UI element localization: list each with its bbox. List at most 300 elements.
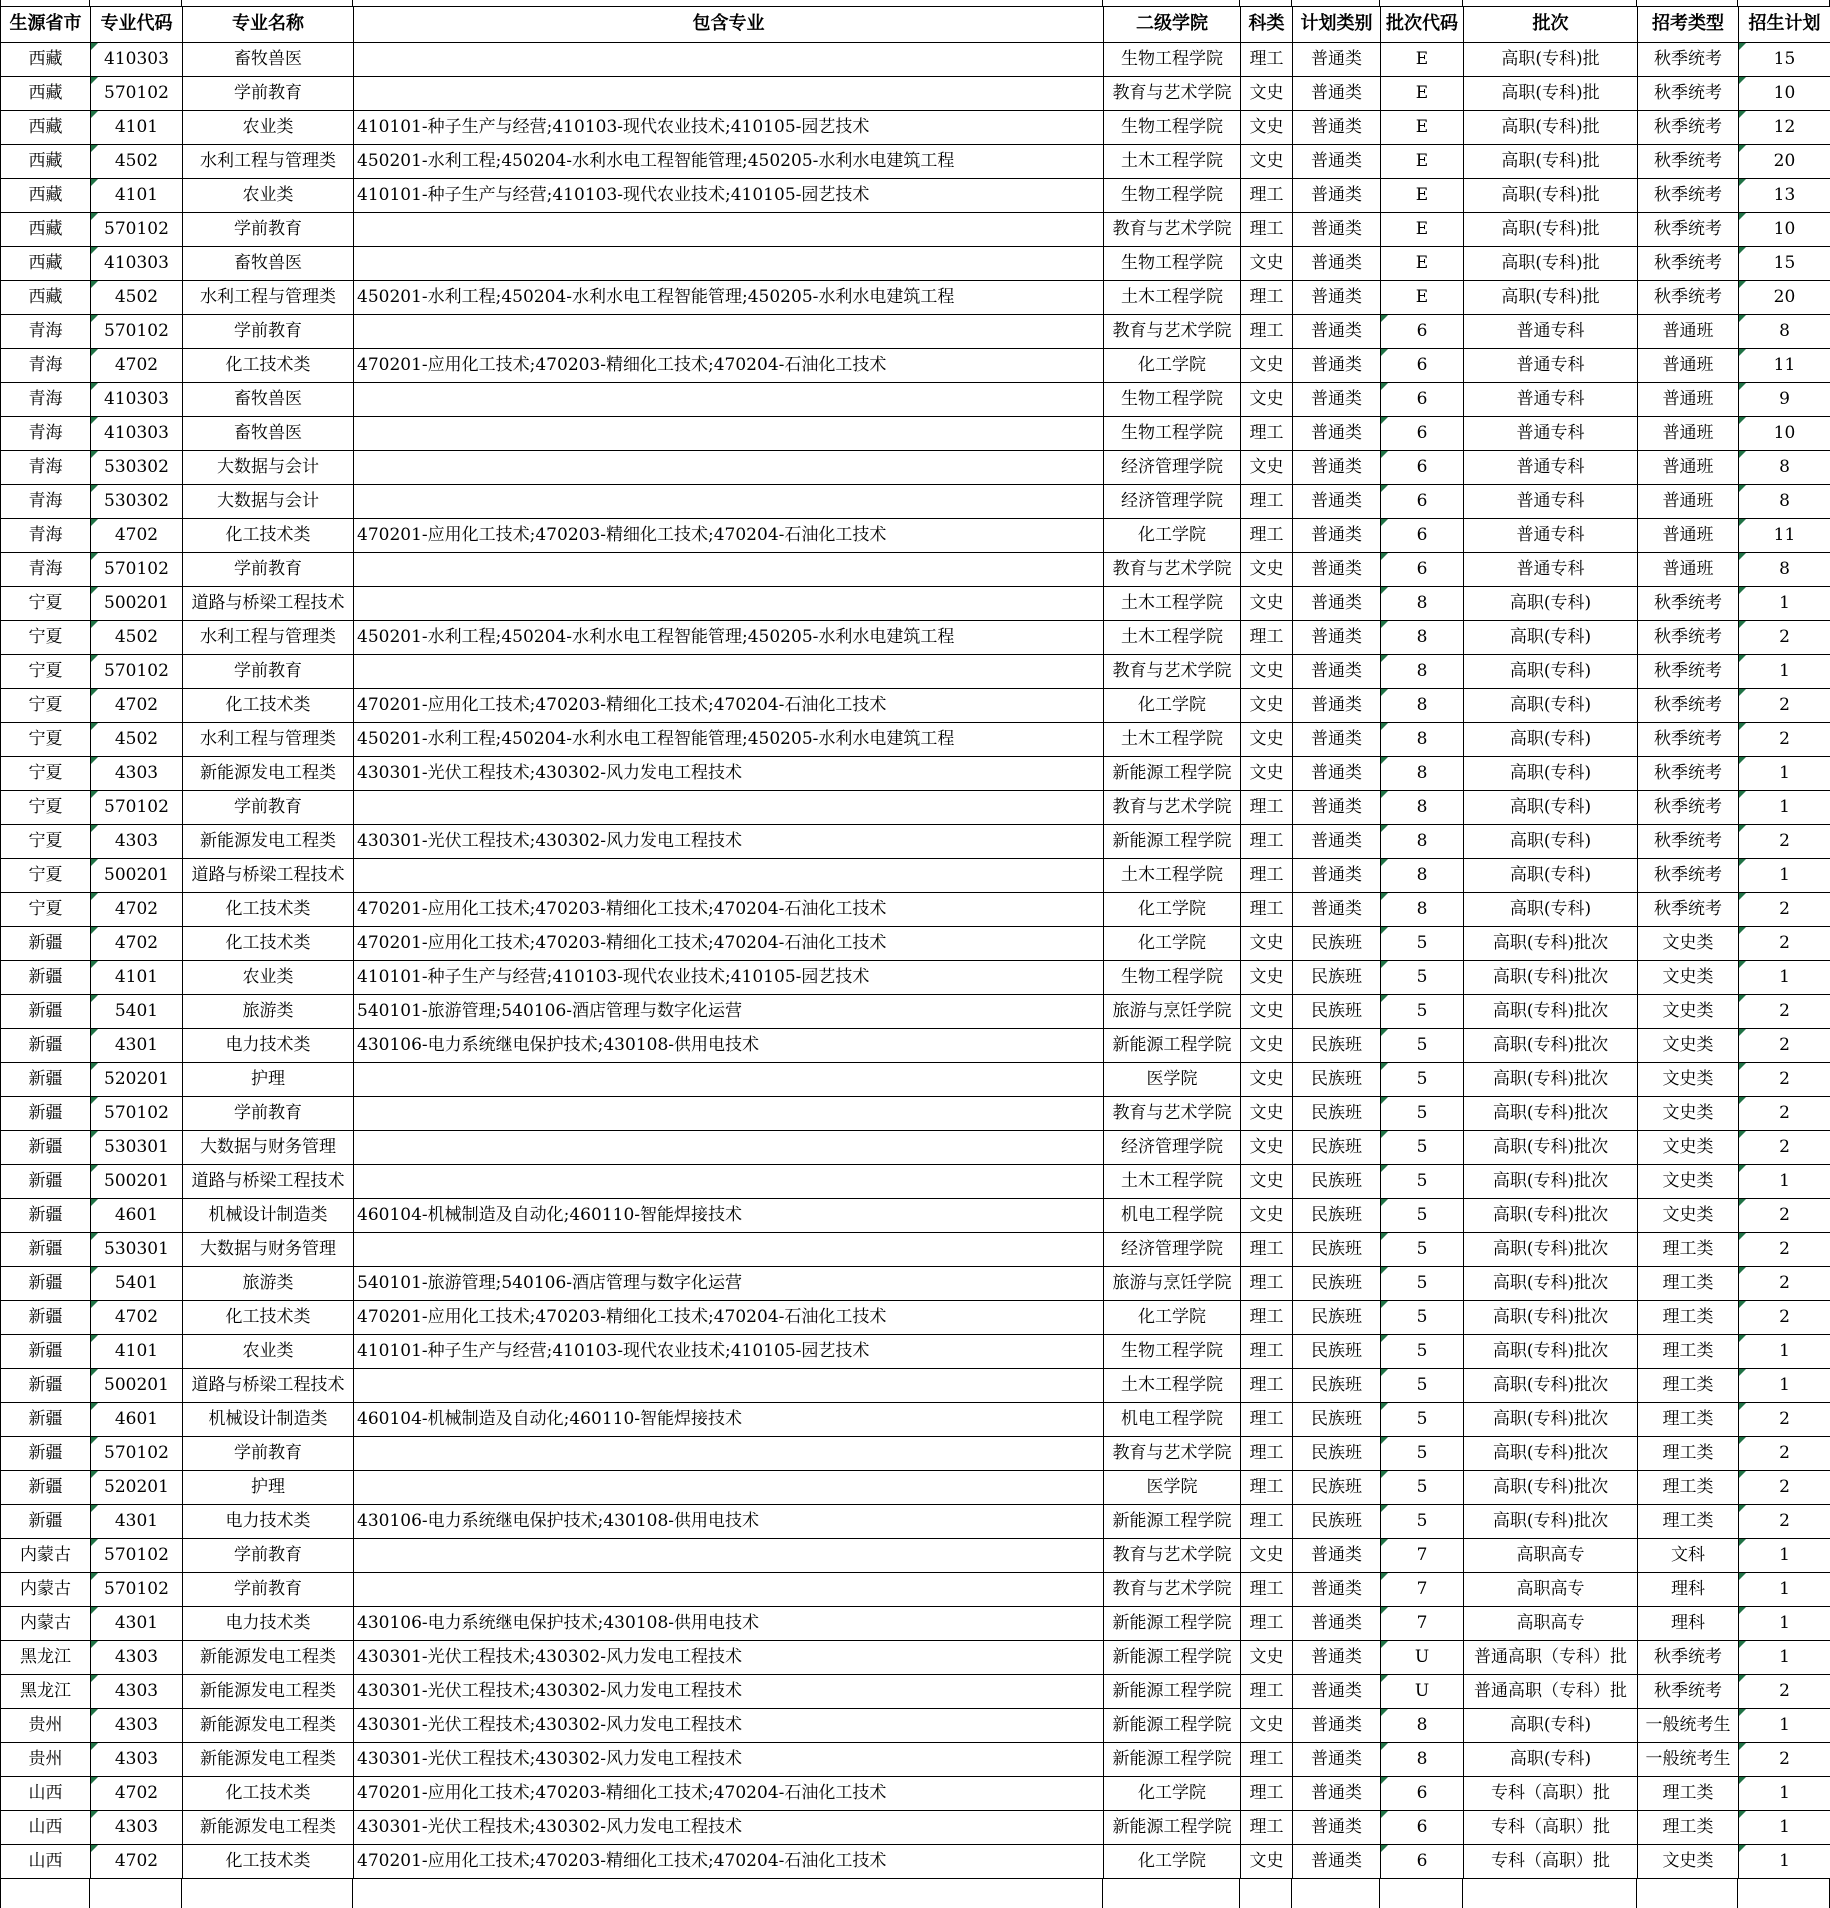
cell[interactable]: 学前教育 (183, 213, 354, 247)
cell[interactable]: 文史 (1241, 451, 1293, 485)
cell[interactable]: 秋季统考 (1638, 757, 1739, 791)
cell[interactable]: 内蒙古 (1, 1573, 91, 1607)
cell[interactable]: 化工学院 (1104, 893, 1241, 927)
cell[interactable]: 4301 (91, 1505, 183, 1539)
cell[interactable]: 430301-光伏工程技术;430302-风力发电工程技术 (354, 825, 1104, 859)
cell[interactable]: 普通类 (1293, 1709, 1381, 1743)
column-header-6[interactable]: 科类 (1241, 7, 1293, 43)
cell[interactable]: 6 (1381, 1777, 1464, 1811)
cell[interactable]: 4303 (91, 825, 183, 859)
cell[interactable]: 高职(专科)批次 (1464, 1165, 1638, 1199)
cell[interactable]: 1 (1739, 757, 1830, 791)
cell[interactable]: 高职(专科)批 (1464, 179, 1638, 213)
cell[interactable]: 机械设计制造类 (183, 1199, 354, 1233)
cell[interactable]: 新能源工程学院 (1104, 825, 1241, 859)
cell[interactable]: 4101 (91, 1335, 183, 1369)
cell[interactable]: 1 (1739, 859, 1830, 893)
cell[interactable]: 西藏 (1, 247, 91, 281)
cell[interactable]: 高职(专科)批次 (1464, 1029, 1638, 1063)
cell[interactable]: 学前教育 (183, 1573, 354, 1607)
cell[interactable]: 普通类 (1293, 655, 1381, 689)
cell[interactable]: 化工学院 (1104, 927, 1241, 961)
cell[interactable]: 理工 (1241, 417, 1293, 451)
cell[interactable]: 410101-种子生产与经营;410103-现代农业技术;410105-园艺技术 (354, 961, 1104, 995)
cell[interactable]: 570102 (91, 77, 183, 111)
cell[interactable]: 专科（高职）批 (1464, 1845, 1638, 1879)
cell[interactable]: 8 (1739, 315, 1830, 349)
cell[interactable]: 教育与艺术学院 (1104, 1539, 1241, 1573)
cell[interactable]: 教育与艺术学院 (1104, 315, 1241, 349)
cell[interactable]: 高职(专科)批次 (1464, 1471, 1638, 1505)
cell[interactable]: 理科 (1638, 1573, 1739, 1607)
cell[interactable]: 道路与桥梁工程技术 (183, 587, 354, 621)
cell[interactable]: 宁夏 (1, 723, 91, 757)
cell[interactable]: 土木工程学院 (1104, 859, 1241, 893)
cell[interactable]: 畜牧兽医 (183, 43, 354, 77)
cell[interactable]: 新疆 (1, 1335, 91, 1369)
cell[interactable]: 民族班 (1293, 1369, 1381, 1403)
cell[interactable]: 2 (1739, 1029, 1830, 1063)
cell[interactable]: 530301 (91, 1233, 183, 1267)
column-header-5[interactable]: 二级学院 (1104, 7, 1241, 43)
cell[interactable]: 普通类 (1293, 281, 1381, 315)
cell[interactable]: 高职(专科)批 (1464, 43, 1638, 77)
cell[interactable]: 5 (1381, 1369, 1464, 1403)
cell[interactable]: 文史 (1241, 1131, 1293, 1165)
cell[interactable]: 普通班 (1638, 383, 1739, 417)
cell[interactable]: 高职(专科)批次 (1464, 1131, 1638, 1165)
cell[interactable]: 6 (1381, 553, 1464, 587)
cell[interactable]: 1 (1739, 1369, 1830, 1403)
cell[interactable]: 教育与艺术学院 (1104, 553, 1241, 587)
cell[interactable]: 6 (1381, 519, 1464, 553)
cell[interactable]: 4702 (91, 349, 183, 383)
cell[interactable]: 普通类 (1293, 417, 1381, 451)
cell[interactable]: 430301-光伏工程技术;430302-风力发电工程技术 (354, 1811, 1104, 1845)
cell[interactable]: 文史 (1241, 1539, 1293, 1573)
cell[interactable]: 理工 (1241, 791, 1293, 825)
cell[interactable]: 经济管理学院 (1104, 1233, 1241, 1267)
cell[interactable]: 高职(专科) (1464, 859, 1638, 893)
cell[interactable] (354, 1131, 1104, 1165)
column-header-4[interactable]: 包含专业 (354, 7, 1104, 43)
cell[interactable]: 470201-应用化工技术;470203-精细化工技术;470204-石油化工技术 (354, 893, 1104, 927)
cell[interactable]: 山西 (1, 1811, 91, 1845)
cell[interactable]: 普通类 (1293, 485, 1381, 519)
cell[interactable]: 新疆 (1, 995, 91, 1029)
cell[interactable] (354, 791, 1104, 825)
cell[interactable]: 8 (1381, 757, 1464, 791)
cell[interactable]: 10 (1739, 213, 1830, 247)
cell[interactable]: 普通类 (1293, 859, 1381, 893)
cell[interactable]: 民族班 (1293, 1471, 1381, 1505)
cell[interactable]: 文史 (1241, 1029, 1293, 1063)
cell[interactable]: 高职(专科) (1464, 655, 1638, 689)
cell[interactable]: 专科（高职）批 (1464, 1811, 1638, 1845)
cell[interactable]: 4702 (91, 519, 183, 553)
cell[interactable]: 高职(专科) (1464, 825, 1638, 859)
cell[interactable]: 教育与艺术学院 (1104, 791, 1241, 825)
cell[interactable]: 黑龙江 (1, 1641, 91, 1675)
cell[interactable]: 理工 (1241, 1811, 1293, 1845)
cell[interactable]: E (1381, 43, 1464, 77)
cell[interactable]: 6 (1381, 485, 1464, 519)
cell[interactable]: 410101-种子生产与经营;410103-现代农业技术;410105-园艺技术 (354, 111, 1104, 145)
cell[interactable]: 文史 (1241, 1641, 1293, 1675)
cell[interactable] (354, 1437, 1104, 1471)
cell[interactable]: 青海 (1, 349, 91, 383)
cell[interactable]: 高职(专科)批次 (1464, 1199, 1638, 1233)
cell[interactable]: 普通类 (1293, 43, 1381, 77)
cell[interactable]: 4303 (91, 1811, 183, 1845)
cell[interactable]: 450201-水利工程;450204-水利水电工程智能管理;450205-水利水电建筑工程 (354, 621, 1104, 655)
cell[interactable]: 理工类 (1638, 1471, 1739, 1505)
cell[interactable]: 8 (1381, 893, 1464, 927)
cell[interactable]: 化工学院 (1104, 1845, 1241, 1879)
cell[interactable]: 普通班 (1638, 417, 1739, 451)
cell[interactable]: 5 (1381, 961, 1464, 995)
cell[interactable]: 青海 (1, 383, 91, 417)
cell[interactable]: 学前教育 (183, 77, 354, 111)
cell[interactable]: 10 (1739, 77, 1830, 111)
cell[interactable]: 理工 (1241, 1743, 1293, 1777)
cell[interactable]: 秋季统考 (1638, 859, 1739, 893)
cell[interactable]: 5 (1381, 1471, 1464, 1505)
cell[interactable]: 8 (1739, 485, 1830, 519)
cell[interactable]: 6 (1381, 349, 1464, 383)
cell[interactable]: 旅游类 (183, 995, 354, 1029)
cell[interactable] (354, 1539, 1104, 1573)
cell[interactable]: 1 (1739, 1607, 1830, 1641)
cell[interactable]: 秋季统考 (1638, 1641, 1739, 1675)
cell[interactable]: 经济管理学院 (1104, 485, 1241, 519)
cell[interactable]: 普通类 (1293, 1811, 1381, 1845)
cell[interactable]: 新能源发电工程类 (183, 1641, 354, 1675)
cell[interactable]: 民族班 (1293, 995, 1381, 1029)
cell[interactable]: 西藏 (1, 111, 91, 145)
cell[interactable]: 学前教育 (183, 655, 354, 689)
column-header-9[interactable]: 批次 (1464, 7, 1638, 43)
cell[interactable]: 11 (1739, 349, 1830, 383)
cell[interactable]: 医学院 (1104, 1063, 1241, 1097)
cell[interactable]: 西藏 (1, 179, 91, 213)
cell[interactable]: 经济管理学院 (1104, 451, 1241, 485)
cell[interactable]: 化工技术类 (183, 1301, 354, 1335)
cell[interactable]: 5 (1381, 1437, 1464, 1471)
cell[interactable]: 教育与艺术学院 (1104, 1573, 1241, 1607)
cell[interactable]: 理工 (1241, 1471, 1293, 1505)
cell[interactable]: 1 (1739, 655, 1830, 689)
cell[interactable]: 540101-旅游管理;540106-酒店管理与数字化运营 (354, 995, 1104, 1029)
cell[interactable]: 4601 (91, 1199, 183, 1233)
cell[interactable]: 民族班 (1293, 1097, 1381, 1131)
cell[interactable]: 新能源发电工程类 (183, 1675, 354, 1709)
cell[interactable]: 410101-种子生产与经营;410103-现代农业技术;410105-园艺技术 (354, 1335, 1104, 1369)
cell[interactable]: 4502 (91, 145, 183, 179)
cell[interactable]: 8 (1381, 689, 1464, 723)
cell[interactable]: 水利工程与管理类 (183, 723, 354, 757)
cell[interactable]: 500201 (91, 1165, 183, 1199)
cell[interactable]: 黑龙江 (1, 1675, 91, 1709)
cell[interactable]: 4702 (91, 1777, 183, 1811)
cell[interactable]: 理工 (1241, 1437, 1293, 1471)
cell[interactable] (354, 1369, 1104, 1403)
cell[interactable]: 8 (1381, 825, 1464, 859)
cell[interactable]: 430106-电力系统继电保护技术;430108-供用电技术 (354, 1029, 1104, 1063)
cell[interactable]: 普通类 (1293, 1845, 1381, 1879)
cell[interactable]: 化工学院 (1104, 349, 1241, 383)
cell[interactable]: 文史 (1241, 111, 1293, 145)
cell[interactable]: 内蒙古 (1, 1607, 91, 1641)
cell[interactable]: 民族班 (1293, 927, 1381, 961)
cell[interactable]: 道路与桥梁工程技术 (183, 1369, 354, 1403)
cell[interactable]: 宁夏 (1, 689, 91, 723)
cell[interactable]: 学前教育 (183, 1539, 354, 1573)
cell[interactable]: 570102 (91, 315, 183, 349)
cell[interactable]: 秋季统考 (1638, 723, 1739, 757)
cell[interactable]: 贵州 (1, 1743, 91, 1777)
cell[interactable]: 4301 (91, 1607, 183, 1641)
cell[interactable]: 5401 (91, 995, 183, 1029)
cell[interactable]: 450201-水利工程;450204-水利水电工程智能管理;450205-水利水电建筑工程 (354, 723, 1104, 757)
cell[interactable]: 秋季统考 (1638, 247, 1739, 281)
cell[interactable]: 土木工程学院 (1104, 621, 1241, 655)
cell[interactable]: 5 (1381, 927, 1464, 961)
cell[interactable]: 2 (1739, 1301, 1830, 1335)
cell[interactable] (354, 1063, 1104, 1097)
cell[interactable]: 普通类 (1293, 689, 1381, 723)
cell[interactable]: 旅游与烹饪学院 (1104, 995, 1241, 1029)
cell[interactable]: 理工 (1241, 1505, 1293, 1539)
cell[interactable]: 青海 (1, 553, 91, 587)
cell[interactable]: 畜牧兽医 (183, 383, 354, 417)
cell[interactable]: 8 (1381, 587, 1464, 621)
cell[interactable]: 医学院 (1104, 1471, 1241, 1505)
cell[interactable]: 新疆 (1, 1505, 91, 1539)
cell[interactable]: 高职高专 (1464, 1539, 1638, 1573)
cell[interactable]: E (1381, 111, 1464, 145)
cell[interactable]: 普通类 (1293, 383, 1381, 417)
cell[interactable]: 青海 (1, 519, 91, 553)
cell[interactable]: 1 (1739, 1335, 1830, 1369)
cell[interactable]: 文史类 (1638, 1063, 1739, 1097)
cell[interactable]: 文史 (1241, 77, 1293, 111)
cell[interactable]: 普通类 (1293, 213, 1381, 247)
cell[interactable]: 化工学院 (1104, 519, 1241, 553)
cell[interactable]: 新能源工程学院 (1104, 1607, 1241, 1641)
cell[interactable]: 8 (1381, 791, 1464, 825)
cell[interactable]: E (1381, 145, 1464, 179)
cell[interactable]: 教育与艺术学院 (1104, 1437, 1241, 1471)
cell[interactable]: E (1381, 213, 1464, 247)
cell[interactable]: 民族班 (1293, 961, 1381, 995)
cell[interactable]: 普通类 (1293, 621, 1381, 655)
cell[interactable]: 秋季统考 (1638, 689, 1739, 723)
cell[interactable]: 山西 (1, 1777, 91, 1811)
cell[interactable]: E (1381, 247, 1464, 281)
cell[interactable]: 西藏 (1, 43, 91, 77)
cell[interactable]: 410303 (91, 383, 183, 417)
cell[interactable]: 民族班 (1293, 1165, 1381, 1199)
cell[interactable]: 520201 (91, 1471, 183, 1505)
cell[interactable]: 文史 (1241, 587, 1293, 621)
cell[interactable]: 高职(专科)批次 (1464, 1267, 1638, 1301)
cell[interactable]: 普通类 (1293, 893, 1381, 927)
cell[interactable]: 文史 (1241, 757, 1293, 791)
cell[interactable]: 生物工程学院 (1104, 43, 1241, 77)
cell[interactable]: 普通类 (1293, 587, 1381, 621)
cell[interactable]: 4502 (91, 621, 183, 655)
cell[interactable]: 一般统考生 (1638, 1743, 1739, 1777)
cell[interactable]: 10 (1739, 417, 1830, 451)
cell[interactable]: 高职(专科)批次 (1464, 1369, 1638, 1403)
cell[interactable]: 8 (1739, 553, 1830, 587)
cell[interactable]: 高职(专科) (1464, 1709, 1638, 1743)
cell[interactable]: 6 (1381, 383, 1464, 417)
cell[interactable]: 秋季统考 (1638, 77, 1739, 111)
cell[interactable]: 2 (1739, 1199, 1830, 1233)
cell[interactable]: 理工 (1241, 1607, 1293, 1641)
cell[interactable]: 普通班 (1638, 553, 1739, 587)
cell[interactable]: 高职(专科)批次 (1464, 1233, 1638, 1267)
cell[interactable]: 570102 (91, 553, 183, 587)
cell[interactable]: 普通班 (1638, 349, 1739, 383)
cell[interactable]: 理科 (1638, 1607, 1739, 1641)
cell[interactable]: 宁夏 (1, 791, 91, 825)
cell[interactable]: 430301-光伏工程技术;430302-风力发电工程技术 (354, 1743, 1104, 1777)
cell[interactable]: 高职(专科)批次 (1464, 1403, 1638, 1437)
cell[interactable]: 2 (1739, 1437, 1830, 1471)
cell[interactable]: 2 (1739, 1675, 1830, 1709)
cell[interactable]: 理工 (1241, 179, 1293, 213)
cell[interactable]: 460104-机械制造及自动化;460110-智能焊接技术 (354, 1199, 1104, 1233)
cell[interactable]: 4702 (91, 689, 183, 723)
cell[interactable]: 6 (1381, 1811, 1464, 1845)
cell[interactable]: 民族班 (1293, 1233, 1381, 1267)
cell[interactable]: 普通专科 (1464, 553, 1638, 587)
cell[interactable] (354, 315, 1104, 349)
cell[interactable]: 普通类 (1293, 1607, 1381, 1641)
cell[interactable] (354, 383, 1104, 417)
cell[interactable]: 化工技术类 (183, 1845, 354, 1879)
cell[interactable]: 高职(专科)批次 (1464, 1097, 1638, 1131)
cell[interactable]: 生物工程学院 (1104, 247, 1241, 281)
cell[interactable]: 理工 (1241, 1573, 1293, 1607)
cell[interactable]: 青海 (1, 451, 91, 485)
cell[interactable]: 普通类 (1293, 77, 1381, 111)
cell[interactable]: 1 (1739, 1165, 1830, 1199)
cell[interactable]: 4303 (91, 1675, 183, 1709)
cell[interactable]: 理工类 (1638, 1301, 1739, 1335)
cell[interactable]: 普通班 (1638, 451, 1739, 485)
cell[interactable]: 2 (1739, 1743, 1830, 1777)
cell[interactable]: 理工 (1241, 213, 1293, 247)
cell[interactable]: 高职(专科)批次 (1464, 1505, 1638, 1539)
cell[interactable]: 文史类 (1638, 1029, 1739, 1063)
cell[interactable]: 理工类 (1638, 1777, 1739, 1811)
cell[interactable]: 高职(专科) (1464, 587, 1638, 621)
cell[interactable]: 旅游类 (183, 1267, 354, 1301)
cell[interactable]: 5 (1381, 1505, 1464, 1539)
cell[interactable]: 理工类 (1638, 1335, 1739, 1369)
cell[interactable]: 文史 (1241, 689, 1293, 723)
cell[interactable]: 普通类 (1293, 179, 1381, 213)
cell[interactable]: 文史 (1241, 383, 1293, 417)
cell[interactable]: 理工类 (1638, 1267, 1739, 1301)
cell[interactable]: 4502 (91, 723, 183, 757)
cell[interactable]: 2 (1739, 723, 1830, 757)
cell[interactable]: 570102 (91, 791, 183, 825)
cell[interactable]: 文史 (1241, 655, 1293, 689)
cell[interactable]: 生物工程学院 (1104, 111, 1241, 145)
cell[interactable]: 文史 (1241, 723, 1293, 757)
cell[interactable]: 理工 (1241, 859, 1293, 893)
cell[interactable]: 理工类 (1638, 1505, 1739, 1539)
cell[interactable]: 5 (1381, 1267, 1464, 1301)
cell[interactable]: 电力技术类 (183, 1029, 354, 1063)
cell[interactable]: 1 (1739, 791, 1830, 825)
cell[interactable]: 普通专科 (1464, 349, 1638, 383)
cell[interactable]: 新疆 (1, 1471, 91, 1505)
cell[interactable]: 8 (1381, 621, 1464, 655)
cell[interactable]: 新疆 (1, 1199, 91, 1233)
cell[interactable]: 15 (1739, 247, 1830, 281)
cell[interactable]: 570102 (91, 1097, 183, 1131)
cell[interactable]: 水利工程与管理类 (183, 145, 354, 179)
cell[interactable]: 普通班 (1638, 485, 1739, 519)
cell[interactable]: 450201-水利工程;450204-水利水电工程智能管理;450205-水利水电建筑工程 (354, 145, 1104, 179)
cell[interactable]: 大数据与会计 (183, 485, 354, 519)
cell[interactable]: 民族班 (1293, 1505, 1381, 1539)
cell[interactable]: 文史 (1241, 247, 1293, 281)
cell[interactable]: 文史类 (1638, 1131, 1739, 1165)
cell[interactable]: 高职(专科) (1464, 791, 1638, 825)
cell[interactable]: 新能源工程学院 (1104, 1029, 1241, 1063)
cell[interactable]: 普通班 (1638, 519, 1739, 553)
cell[interactable]: 普通专科 (1464, 519, 1638, 553)
cell[interactable]: 一般统考生 (1638, 1709, 1739, 1743)
cell[interactable]: 普通高职（专科）批 (1464, 1641, 1638, 1675)
cell[interactable]: 文史 (1241, 995, 1293, 1029)
cell[interactable]: 2 (1739, 1233, 1830, 1267)
cell[interactable]: 文史 (1241, 1063, 1293, 1097)
cell[interactable]: 普通专科 (1464, 451, 1638, 485)
cell[interactable]: 新疆 (1, 1063, 91, 1097)
cell[interactable]: U (1381, 1641, 1464, 1675)
cell[interactable]: 高职(专科)批 (1464, 111, 1638, 145)
cell[interactable]: 道路与桥梁工程技术 (183, 1165, 354, 1199)
cell[interactable]: 水利工程与管理类 (183, 621, 354, 655)
cell[interactable]: 新能源工程学院 (1104, 1743, 1241, 1777)
cell[interactable]: 2 (1739, 1063, 1830, 1097)
cell[interactable] (354, 43, 1104, 77)
column-header-7[interactable]: 计划类别 (1293, 7, 1381, 43)
cell[interactable]: 新疆 (1, 1437, 91, 1471)
cell[interactable]: 4303 (91, 1709, 183, 1743)
cell[interactable]: 高职(专科)批次 (1464, 995, 1638, 1029)
cell[interactable]: 7 (1381, 1539, 1464, 1573)
cell[interactable]: 2 (1739, 893, 1830, 927)
cell[interactable]: 普通类 (1293, 519, 1381, 553)
column-header-2[interactable]: 专业代码 (91, 7, 183, 43)
cell[interactable]: 2 (1739, 1097, 1830, 1131)
cell[interactable]: 6 (1381, 1845, 1464, 1879)
cell[interactable]: 5 (1381, 1131, 1464, 1165)
cell[interactable]: 土木工程学院 (1104, 1165, 1241, 1199)
cell[interactable]: 化工学院 (1104, 689, 1241, 723)
cell[interactable]: 文史类 (1638, 961, 1739, 995)
cell[interactable]: 西藏 (1, 281, 91, 315)
